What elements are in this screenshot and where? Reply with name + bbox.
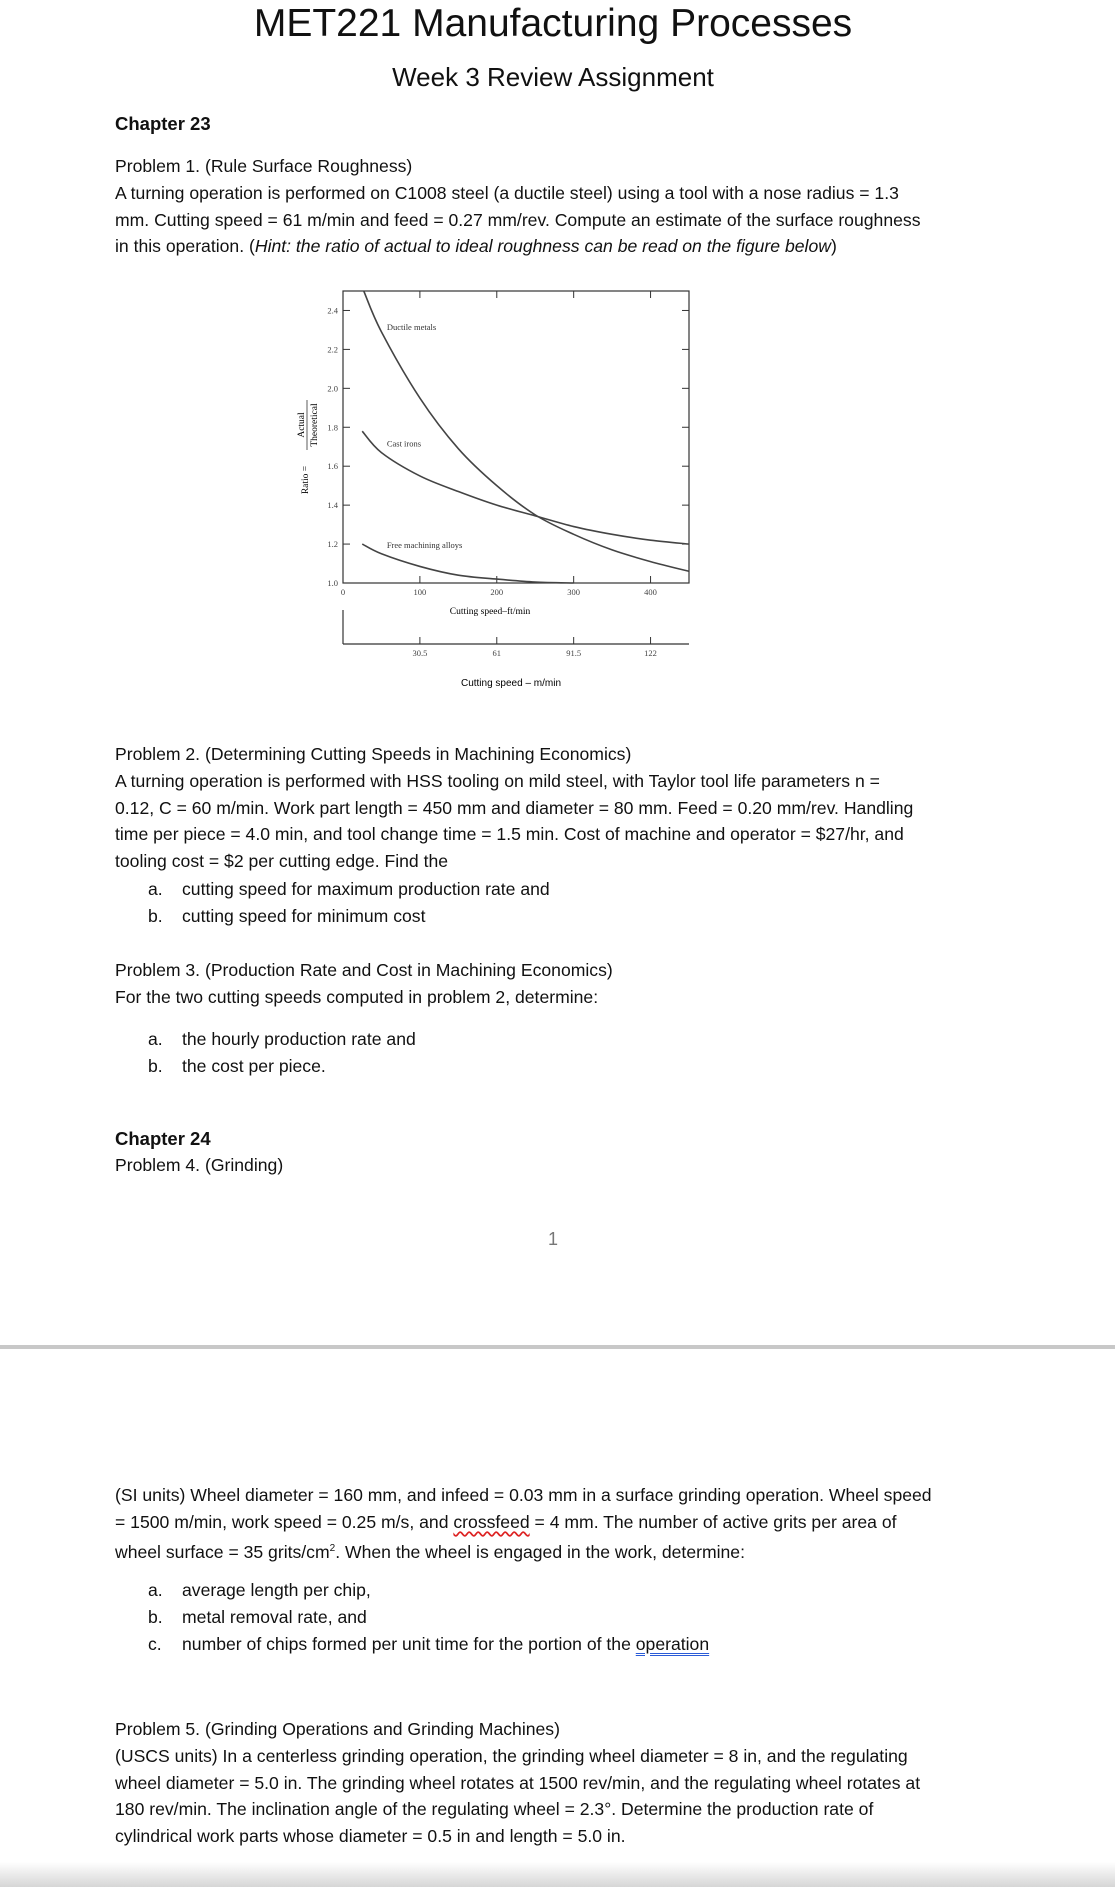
problem-2-title: Problem 2. (Determining Cutting Speeds in Machining Economics)	[115, 744, 632, 764]
list-text: average length per chip,	[182, 1580, 371, 1600]
y-tick-label: 1.8	[327, 422, 338, 433]
text-line	[115, 233, 921, 260]
series-label: Free machining alloys	[386, 539, 463, 550]
text-line: (SI units) Wheel diameter = 160 mm, and infeed = 0.03 mm in a surface grinding operation. Wheel speed	[115, 1485, 932, 1505]
problem-3-list	[148, 1026, 416, 1080]
chapter-23-heading: Chapter 23	[115, 113, 211, 134]
text-line: 180 rev/min. The inclination angle of the regulating wheel = 2.3°. Determine the production rate of	[115, 1799, 874, 1820]
problem-5	[115, 1716, 920, 1850]
y-tick-label: 1.2	[327, 539, 338, 550]
x2-tick-label: 30.5	[412, 648, 428, 658]
list-text: metal removal rate, and	[182, 1606, 367, 1627]
problem-2-list	[148, 876, 550, 930]
list-marker: a.	[148, 1029, 163, 1049]
list-item	[148, 1604, 709, 1631]
list-text: cutting speed for minimum cost	[182, 905, 426, 926]
problem-3	[115, 957, 613, 1011]
x2-tick-label: 91.5	[566, 648, 582, 658]
text-line: A turning operation is performed on C1008 steel (a ductile steel) using a tool with a nose radius = 1.3	[115, 182, 899, 203]
x2-tick-label: 122	[644, 648, 657, 658]
y-axis-label-den: Theoretical	[310, 403, 320, 447]
x-tick-label: 400	[644, 587, 657, 597]
list-item	[148, 1631, 709, 1658]
text: = 1500 m/min, work speed = 0.25 m/s, and	[115, 1511, 454, 1532]
list-item	[148, 1577, 709, 1604]
chapter-24-heading: Chapter 24	[115, 1128, 211, 1149]
spellcheck-flagged-word[interactable]: crossfeed	[453, 1511, 530, 1532]
text: . When the wheel is engaged in the work, determine:	[335, 1541, 745, 1562]
list-marker: b.	[148, 905, 163, 926]
list-marker: b.	[148, 1055, 163, 1076]
list-text: number of chips formed per unit time for the portion of the	[182, 1633, 636, 1654]
y-tick-label: 1.4	[327, 500, 338, 511]
x-axis-label: Cutting speed–ft/min	[449, 607, 531, 617]
x-tick-label: 100	[413, 587, 427, 597]
problem-3-title: Problem 3. (Production Rate and Cost in Machining Economics)	[115, 960, 613, 980]
list-marker: c.	[148, 1633, 162, 1654]
x-tick-label: 0	[340, 587, 346, 597]
superscript: 2	[329, 1542, 336, 1554]
problem-1	[115, 153, 921, 260]
text: in this operation. (	[115, 236, 255, 257]
list-text: cutting speed for maximum production rate and	[182, 879, 550, 899]
document-subtitle: Week 3 Review Assignment	[392, 62, 714, 92]
y-tick-label: 1.6	[327, 461, 338, 472]
y-tick-label: 2.4	[327, 305, 338, 316]
text-line: time per piece = 4.0 min, and tool change time = 1.5 min. Cost of machine and operator = $27/hr, and	[115, 824, 904, 845]
list-marker: a.	[148, 879, 163, 899]
x-tick-label: 300	[567, 587, 581, 597]
text-line: cylindrical work parts whose diameter = 0.5 in and length = 5.0 in.	[115, 1826, 626, 1847]
window-bottom-shadow	[0, 1862, 1115, 1887]
y-tick-label: 1.0	[327, 578, 338, 588]
surface-roughness-chart	[280, 280, 700, 700]
problem-1-title: Problem 1. (Rule Surface Roughness)	[115, 156, 413, 176]
text-line: mm. Cutting speed = 61 m/min and feed = 0.27 mm/rev. Compute an estimate of the surface roughness	[115, 209, 921, 230]
text: )	[830, 236, 837, 257]
page-number: 1	[548, 1229, 559, 1249]
list-item	[148, 903, 550, 930]
y-tick-label: 2.0	[327, 383, 338, 394]
text-line: 0.12, C = 60 m/min. Work part length = 450 mm and diameter = 80 mm. Feed = 0.20 mm/rev. Handling	[115, 797, 914, 818]
list-text: the cost per piece.	[182, 1055, 326, 1076]
x2-tick-label: 61	[492, 648, 502, 658]
text-line: wheel diameter = 5.0 in. The grinding wheel rotates at 1500 rev/min, and the regulating wheel rotates at	[115, 1772, 921, 1793]
list-marker: b.	[148, 1606, 163, 1627]
text: = 4 mm. The number of active grits per area of	[529, 1511, 897, 1532]
document-title: MET221 Manufacturing Processes	[253, 2, 853, 45]
grammar-flagged-word[interactable]: operation	[635, 1633, 710, 1654]
list-marker: a.	[148, 1580, 163, 1600]
problem-4-list	[148, 1577, 709, 1657]
text-line: tooling cost = $2 per cutting edge. Find the	[115, 851, 449, 872]
text: wheel surface = 35 grits/cm	[115, 1541, 330, 1562]
text-line	[115, 1509, 932, 1536]
problem-2	[115, 741, 913, 875]
list-item	[148, 876, 550, 903]
problem-4-title: Problem 4. (Grinding)	[115, 1155, 284, 1175]
text-line	[115, 1536, 932, 1566]
problem-5-title: Problem 5. (Grinding Operations and Grinding Machines)	[115, 1719, 560, 1739]
y-axis-label-prefix: Ratio =	[301, 465, 311, 495]
y-axis-label-num: Actual	[297, 412, 307, 438]
series-label: Ductile metals	[386, 321, 437, 332]
y-tick-label: 2.2	[327, 344, 338, 355]
text-line: For the two cutting speeds computed in problem 2, determine:	[115, 986, 599, 1007]
text-line: A turning operation is performed with HSS tooling on mild steel, with Taylor tool life parameters n =	[115, 770, 880, 791]
x-tick-label: 200	[490, 587, 504, 597]
x2-axis-label: Cutting speed – m/min	[460, 678, 562, 689]
hint-text: Hint: the ratio of actual to ideal roughness can be read on the figure below	[254, 236, 831, 257]
series-curve	[364, 291, 689, 571]
problem-4-body	[115, 1482, 932, 1565]
series-label: Cast irons	[386, 438, 422, 449]
text-line: (USCS units) In a centerless grinding operation, the grinding wheel diameter = 8 in, and the regulating	[115, 1745, 908, 1766]
list-item	[148, 1026, 416, 1053]
list-text: the hourly production rate and	[182, 1029, 416, 1049]
page-break	[0, 1345, 1115, 1349]
list-item	[148, 1053, 416, 1080]
